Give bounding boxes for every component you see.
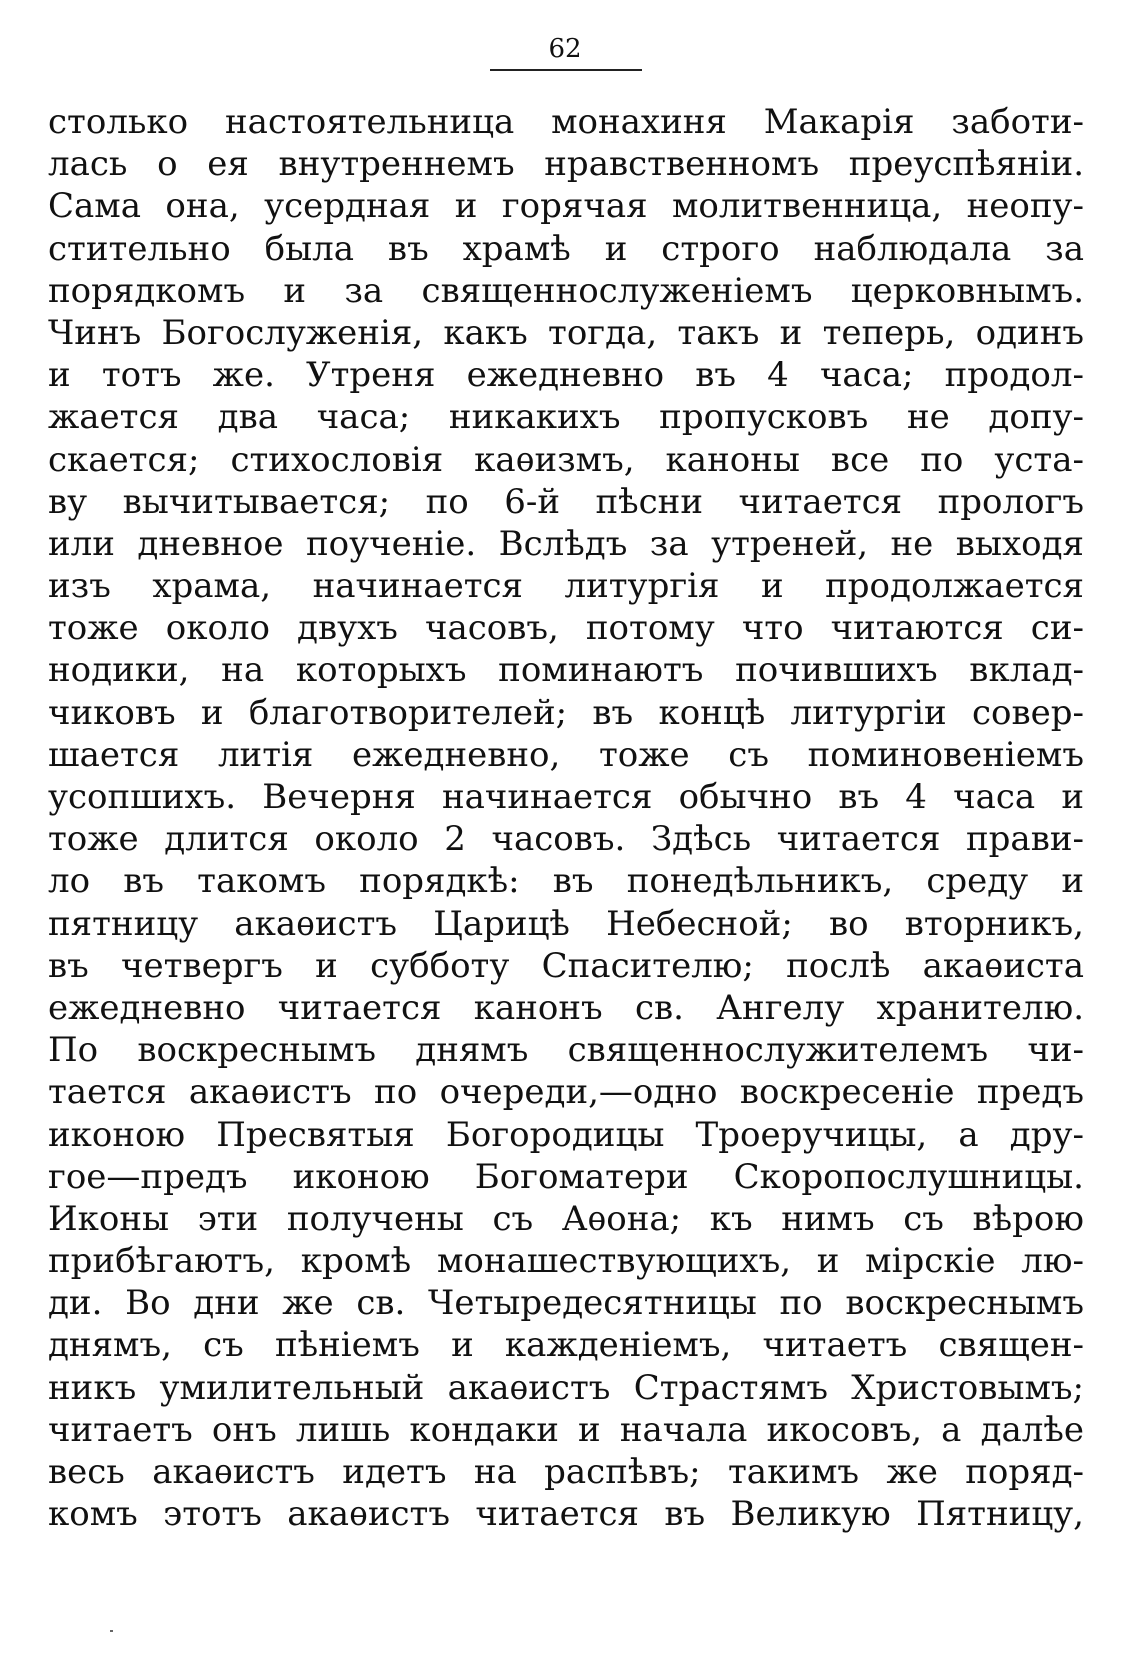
text-line: и тотъ же. Утреня ежедневно въ 4 часа; продол- [48,355,1084,396]
paper-speck [110,1630,113,1632]
text-line: стительно была въ храмѣ и строго наблюдала за [48,228,1084,269]
text-line: тоже около двухъ часовъ, потому что читаются си- [48,608,1084,649]
text-line: ву вычитывается; по 6-й пѣсни читается прологъ [48,481,1084,522]
text-line: лась о ея внутреннемъ нравственномъ преуспѣяніи. [48,144,1084,185]
text-line: шается литія ежедневно, тоже съ поминовеніемъ [48,734,1084,775]
text-line: порядкомъ и за священнослуженіемъ церковнымъ. [48,270,1084,311]
body-text [48,101,1084,1535]
text-line: тается акаѳистъ по очереди,—одно воскресеніе предъ [48,1072,1084,1113]
text-line: усопшихъ. Вечерня начинается обычно въ 4 часа и [48,777,1084,817]
text-line: или дневное поученіе. Вслѣдъ за утреней, не выходя [48,523,1084,564]
text-line: днямъ, съ пѣніемъ и кажденіемъ, читаетъ священ- [48,1325,1084,1366]
text-line: комъ этотъ акаѳистъ читается въ Великую Пятницу, [48,1494,1084,1535]
text-line: читаетъ онъ лишь кондаки и начала икосовъ, а далѣе [48,1409,1084,1450]
text-line: никъ умилительный акаѳистъ Страстямъ Христовымъ; [48,1367,1084,1408]
text-line: По воскреснымъ днямъ священнослужителемъ чи- [48,1030,1084,1071]
text-line: весь акаѳистъ идетъ на распѣвъ; такимъ же поряд- [48,1452,1084,1492]
text-line: въ четвергъ и субботу Спасителю; послѣ акаѳиста [48,945,1084,986]
text-line: жается два часа; никакихъ пропусковъ не допу- [48,397,1084,438]
text-line: гое—предъ иконою Богоматери Скоропослушницы. [48,1156,1084,1197]
text-line: ежедневно читается канонъ св. Ангелу хранителю. [48,987,1084,1028]
text-line: Чинъ Богослуженія, какъ тогда, такъ и теперь, одинъ [48,312,1084,353]
text-line: прибѣгаютъ, кромѣ монашествующихъ, и мірскіе лю- [48,1241,1084,1282]
text-line: ди. Во дни же св. Четыредесятницы по воскреснымъ [48,1283,1084,1324]
text-line: ло въ такомъ порядкѣ: въ понедѣльникъ, среду и [48,861,1084,902]
text-line: изъ храма, начинается литургія и продолжается [48,566,1084,607]
page-number-rule [490,69,642,71]
page-number: 62 [548,34,582,64]
text-line: пятницу акаѳистъ Царицѣ Небесной; во вторникъ, [48,903,1084,944]
text-line: иконою Пресвятыя Богородицы Троеручицы, а дру- [48,1114,1084,1155]
text-line: скается; стихословія каѳизмъ, каноны все по уста- [48,439,1084,480]
text-line: тоже длится около 2 часовъ. Здѣсь читается прави- [48,819,1084,860]
text-line: Сама она, усердная и горячая молитвенница, неопу- [48,186,1084,227]
text-line: Иконы эти получены съ Аѳона; къ нимъ съ вѣрою [48,1198,1084,1239]
text-line: чиковъ и благотворителей; въ концѣ литургіи совер- [48,692,1084,733]
text-line: нодики, на которыхъ поминаютъ почившихъ вклад- [48,650,1084,691]
text-line: столько настоятельница монахиня Макарія заботи- [48,102,1084,142]
